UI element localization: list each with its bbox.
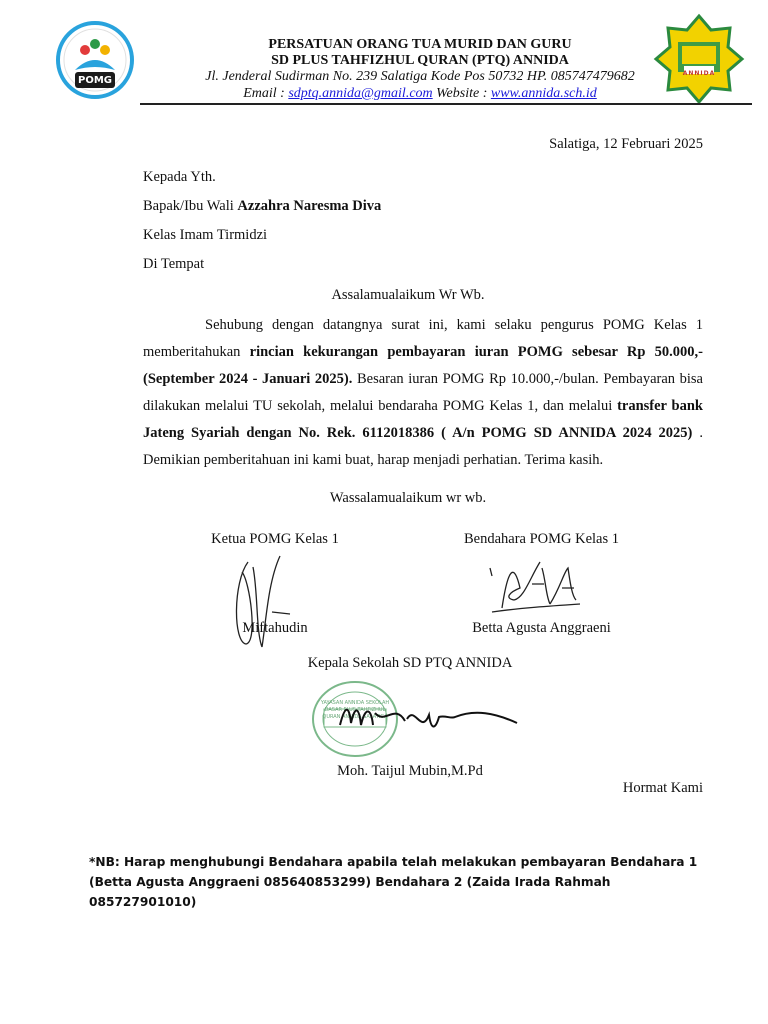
place-date: Salatiga, 12 Februari 2025 xyxy=(549,136,703,152)
payment-note: *NB: Harap menghubungi Bendahara apabila telah melakukan pembayaran Bendahara 1 (Betta Agusta Anggraeni 085640853299) Bendahara 2 (Zaida Irada Rahmah 085727901010) xyxy=(89,855,698,909)
sign-off: Hormat Kami xyxy=(622,780,703,796)
body-part-2: rincian kekurangan pembayaran iuran POMG sebesar Rp 50.000,- (September 2024 - Januari 2025). xyxy=(143,344,703,387)
letter-body xyxy=(143,312,703,474)
email-link[interactable]: sdptq.annida@gmail.com xyxy=(288,86,433,101)
website-label: Website : xyxy=(432,86,491,101)
website-link[interactable]: www.annida.sch.id xyxy=(490,86,597,101)
place-line: Di Tempat xyxy=(143,256,205,272)
head-name: Moh. Taijul Mubin,M.Pd xyxy=(337,763,483,779)
right-signatory-name: Betta Agusta Anggraeni xyxy=(472,620,611,636)
closing: Wassalamualaikum wr wb. xyxy=(329,490,487,506)
stamp-text: YAYASAN ANNIDA SEKOLAH DASAR PLUS TAHFIZHUL QURAN ANNIDA SALATIGA xyxy=(320,700,390,720)
email-label: Email : xyxy=(243,86,289,101)
annida-logo xyxy=(654,14,744,104)
left-signatory-name: Miftahudin xyxy=(242,620,308,636)
body-part-3: Besaran iuran POMG Rp 10.000,-/bulan. Pembayaran bisa dilakukan melalui TU sekolah, melalui bendaraha POMG Kelas 1, dan melalui xyxy=(143,371,703,414)
right-signatory-title: Bendahara POMG Kelas 1 xyxy=(463,531,620,547)
school-address: Jl. Jenderal Sudirman No. 239 Salatiga Kode Pos 50732 HP. 085747479682 xyxy=(205,69,635,84)
recipient-name: Azzahra Naresma Diva xyxy=(237,198,382,214)
to-line: Kepada Yth. xyxy=(143,169,216,185)
right-signature xyxy=(480,548,590,618)
body-part-5: . Demikian pemberitahuan ini kami buat, harap menjadi perhatian. Terima kasih. xyxy=(143,425,703,468)
header-divider xyxy=(140,103,752,105)
left-signatory-title: Ketua POMG Kelas 1 xyxy=(211,531,339,547)
pomg-logo-text: POMG xyxy=(78,75,112,86)
greeting: Assalamualaikum Wr Wb. xyxy=(331,287,485,303)
recipient-prefix: Bapak/Ibu Wali xyxy=(143,198,238,214)
pomg-logo xyxy=(55,20,135,102)
org-name: PERSATUAN ORANG TUA MURID DAN GURU xyxy=(268,37,572,52)
class-line: Kelas Imam Tirmidzi xyxy=(143,227,268,243)
recipient-line xyxy=(143,198,381,215)
head-title: Kepala Sekolah SD PTQ ANNIDA xyxy=(307,655,513,671)
left-signature xyxy=(228,552,308,652)
contact-line xyxy=(180,86,660,102)
head-signature xyxy=(335,695,525,740)
body-part-1: Sehubung dengan datangnya surat ini, kami selaku pengurus POMG Kelas 1 memberitahukan xyxy=(143,317,703,360)
body-part-4: transfer bank Jateng Syariah dengan No. Rek. 6112018386 ( A/n POMG SD ANNIDA 2024 2025) xyxy=(143,398,703,441)
school-name: SD PLUS TAHFIZHUL QURAN (PTQ) ANNIDA xyxy=(271,53,569,68)
annida-logo-text: ANNIDA xyxy=(682,70,716,77)
